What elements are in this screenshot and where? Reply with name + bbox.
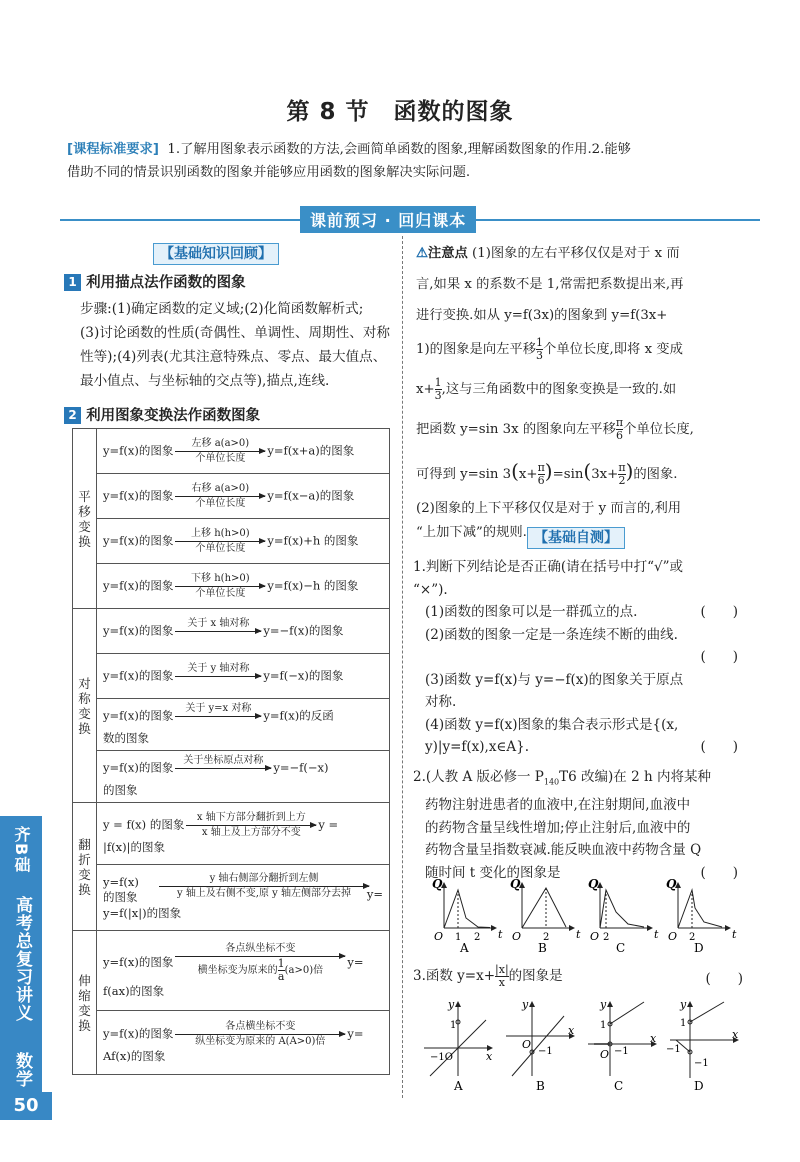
table-row: y=f(x)的图象 上移 h(h>0) 个单位长度 y=f(x)+h 的图象 — [97, 519, 390, 564]
svg-text:B: B — [536, 1079, 545, 1093]
note-block: ⚠注意点 (1)图象的左右平移仅仅是对于 x 而 言,如果 x 的系数不是 1,常需把系数提出来,再 进行变换.如从 y=f(3x)的图象到 y=f(3x+ 1)的图象是向左平移 $\frac{1}{3}$ 个单位长度,即将 x 变成 x+ $\frac{1}{3}$ ,这与三角函数中的图象变换是一致的.如 把函数 y=sin 3x 的图象向左平移 $\frac{\pi}{6}$ 个单位长度, 可得到 y=sin 3(x+ $\frac{\pi}{6}$ )=sin(3x+ $\frac{\pi}{2}$ )的图象. (2)图象的上下平移仅仅是对于 y 而言的,利用 “上加下减”的规则. — [416, 246, 694, 540]
steps-line: (3)讨论函数的性质(奇偶性、单调性、周期性、对称 — [80, 325, 391, 341]
svg-text:O: O — [522, 1038, 532, 1051]
table-row: y=f(x)的图象 关于 y 轴对称 y=f(−x)的图象 — [97, 654, 390, 699]
svg-text:t: t — [498, 928, 503, 941]
table-row: y=f(x)的图象 各点横坐标不变 纵坐标变为原来的 A(A>0)倍 y= Af(x)的图象 — [97, 1011, 390, 1075]
steps-line: 最小值点、与坐标轴的交点等),描点,连线. — [80, 373, 330, 389]
table-row: y=f(x)的图象 左移 a(a>0) 个单位长度 y=f(x+a)的图象 — [97, 429, 390, 474]
svg-text:−1: −1 — [694, 1058, 709, 1069]
svg-text:1: 1 — [680, 1018, 687, 1029]
svg-text:D: D — [694, 1079, 704, 1093]
table-row: y=f(x)的图象 下移 h(h>0) 个单位长度 y=f(x)−h 的图象 — [97, 564, 390, 609]
svg-text:A: A — [454, 1079, 463, 1093]
svg-text:B: B — [538, 941, 547, 954]
q2-graph-b — [510, 878, 581, 954]
note-label: 注意点 — [427, 246, 468, 261]
table-row: y=f(x)的图象 右移 a(a>0) 个单位长度 y=f(x−a)的图象 — [97, 474, 390, 519]
svg-text:−1: −1 — [666, 1044, 681, 1055]
svg-text:2: 2 — [474, 932, 481, 943]
svg-text:1: 1 — [450, 1020, 457, 1031]
page-number: 50 — [0, 1092, 52, 1120]
svg-text:y: y — [522, 998, 529, 1011]
cat-translation: 平移变换 — [73, 429, 97, 609]
svg-text:O: O — [600, 1048, 610, 1061]
steps-line: 性等);(4)列表(尤其注意特殊点、零点、最大值点、 — [80, 349, 387, 365]
steps-line: 步骤:(1)确定函数的定义域;(2)化简函数解析式; — [80, 301, 364, 317]
svg-text:y: y — [600, 998, 607, 1011]
q2-block: 2.(人教 A 版必修一 $P_{140}T6$ 改编)在 2 h 内将某种 药物注射进患者的血液中,在注射期间,血液中 的药物含量呈线性增加;停止注射后,血液中的 药物含量呈指数衰减.能反映血液中药物含量 Q 随时间 t 变化的图象是 ( ) — [413, 769, 738, 881]
section-2-text: 利用图象变换法作函数图象 — [86, 408, 261, 424]
standard-line1 — [67, 138, 631, 161]
svg-text:C: C — [616, 941, 626, 954]
svg-text:x: x — [732, 1028, 739, 1041]
svg-text:−1O: −1O — [430, 1052, 453, 1063]
table-row: y=f(x)的图象 关于坐标原点对称 y=−f(−x) 的图象 — [97, 751, 390, 803]
section-1-num: 1 — [64, 274, 81, 291]
side-band — [0, 816, 42, 1106]
table-row: y=f(x)的图象 关于 y=x 对称 y=f(x)的反函 数的图象 — [97, 699, 390, 751]
section-1-title — [64, 271, 246, 292]
svg-text:x: x — [650, 1032, 657, 1045]
svg-text:x: x — [486, 1050, 493, 1063]
q3-graph-d — [666, 998, 739, 1093]
svg-text:C: C — [614, 1079, 624, 1093]
standard-line2: 借助不同的情景识别函数的图象并能够应用函数的图象解决实际问题. — [67, 165, 471, 180]
section-1-text: 利用描点法作函数的图象 — [86, 275, 246, 291]
cat-symmetry: 对称变换 — [73, 609, 97, 803]
table-row: y=f(x)的图象 各点纵坐标不变 横坐标变为原来的 $\frac{1}{a}$ (a>0)倍 y= f(ax)的图象 — [97, 931, 390, 1011]
standard-label: [课程标准要求] — [67, 142, 159, 157]
standard-text1: 1.了解用图象表示函数的方法,会画简单函数的图象,理解函数图象的作用.2.能够 — [167, 142, 631, 157]
section-2-num: 2 — [64, 407, 81, 424]
transform-table — [72, 428, 390, 1075]
q3-graph-b — [506, 998, 575, 1093]
side-brand: 齐B础 — [12, 826, 31, 874]
section-banner: 课前预习 · 回归课本 — [300, 206, 476, 233]
side-book: 高考总复习讲义 — [12, 896, 32, 1022]
svg-text:A: A — [460, 941, 469, 954]
table-row: y=f(x)的图象 关于 x 轴对称 y=−f(x)的图象 — [97, 609, 390, 654]
svg-text:Q: Q — [510, 878, 521, 891]
table-row: y=f(x) 的图象 y 轴右侧部分翻折到左侧 y 轴上及右侧不变,原 y 轴左侧部分去掉 y= y=f(|x|)的图象 — [97, 865, 390, 931]
q3-graph-c — [588, 998, 657, 1093]
svg-text:t: t — [732, 928, 737, 941]
q2-graph-a — [432, 878, 503, 954]
svg-text:−1: −1 — [614, 1046, 629, 1057]
q2-graph-c — [588, 878, 659, 954]
svg-text:x: x — [568, 1024, 575, 1037]
side-subject: 数学 — [12, 1052, 32, 1088]
svg-text:1: 1 — [455, 932, 462, 943]
svg-text:2: 2 — [689, 932, 696, 943]
svg-text:D: D — [694, 941, 704, 954]
q3-graphs — [420, 996, 750, 1094]
steps-text — [80, 297, 390, 393]
svg-text:y: y — [680, 998, 687, 1011]
q2-graph-d — [666, 878, 737, 954]
q1-line: 1.判断下列结论是否正确(请在括号中打“√”或 — [413, 559, 684, 575]
svg-text:2: 2 — [543, 932, 550, 943]
selftest-heading: 【基础自测】 — [527, 527, 625, 549]
cat-stretch: 伸缩变换 — [73, 931, 97, 1075]
svg-text:y: y — [448, 998, 455, 1011]
svg-text:1: 1 — [600, 1020, 607, 1031]
page-title: 第 8 节 函数的图象 — [286, 99, 514, 125]
svg-text:O: O — [512, 930, 522, 943]
svg-text:Q: Q — [432, 878, 443, 891]
svg-text:t: t — [576, 928, 581, 941]
column-divider — [402, 236, 403, 1098]
q2-graphs — [430, 878, 750, 954]
cat-flip: 翻折变换 — [73, 803, 97, 931]
svg-text:O: O — [434, 930, 444, 943]
svg-text:2: 2 — [603, 932, 610, 943]
section-2-title — [64, 404, 260, 425]
q1-line: “×”). — [413, 581, 448, 598]
svg-text:Q: Q — [588, 878, 599, 891]
review-heading: 【基础知识回顾】 — [153, 243, 279, 265]
svg-text:t: t — [654, 928, 659, 941]
q3-graph-a — [424, 998, 493, 1093]
svg-text:−1: −1 — [538, 1046, 553, 1057]
svg-text:O: O — [668, 930, 678, 943]
table-row: y = f(x) 的图象 x 轴下方部分翻折到上方 x 轴上及上方部分不变 y = |f(x)|的图象 — [97, 803, 390, 865]
svg-text:O: O — [590, 930, 600, 943]
q3-line: 3.函数 y=x+ $\frac{|x|}{x}$ 的图象是 ( ) — [413, 963, 743, 989]
q1-block: 1.判断下列结论是否正确(请在括号中打“√”或 “×”). (1)函数的图象可以是一群孤立的点. ( ) (2)函数的图象一定是一条连续不断的曲线. ( ) (3)函数 y=f(x)与 y=−f(x)的图象关于原点 对称. (4)函数 y=f(x)图象的集合表示形式是{(x, y)|y=f(x),x∈A}. ( ) — [413, 556, 738, 759]
svg-text:Q: Q — [666, 878, 677, 891]
